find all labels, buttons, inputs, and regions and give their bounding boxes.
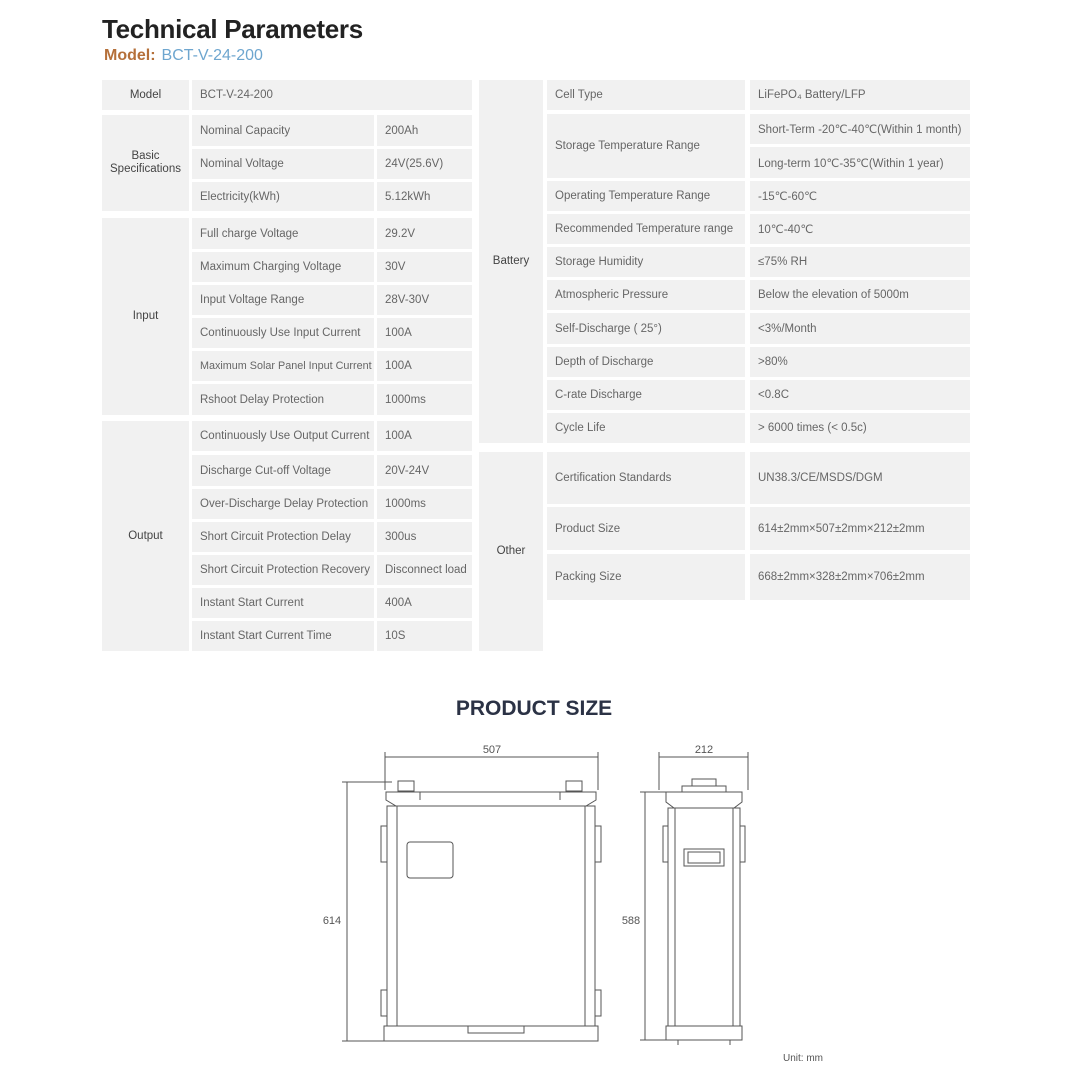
spec-value: 30V [377, 252, 472, 282]
spec-label: Depth of Discharge [547, 347, 745, 377]
spec-value: 24V(25.6V) [377, 149, 472, 179]
group-basic-specifications: Basic Specifications [102, 115, 189, 211]
spec-value: 29.2V [377, 218, 472, 249]
spec-label: Self-Discharge ( 25°) [547, 313, 745, 344]
spec-value: >80% [750, 347, 970, 377]
spec-value: -15℃-60℃ [750, 181, 970, 211]
spec-value: 1000ms [377, 489, 472, 519]
front-view [342, 752, 601, 1041]
spec-value: <3%/Month [750, 313, 970, 344]
spec-label: Cycle Life [547, 413, 745, 443]
spec-value: 10℃-40℃ [750, 214, 970, 244]
spec-value: <0.8C [750, 380, 970, 410]
group-other: Other [479, 452, 543, 651]
spec-label: Nominal Voltage [192, 149, 374, 179]
spec-value: 400A [377, 588, 472, 618]
spec-value: 100A [377, 318, 472, 348]
spec-value: 200Ah [377, 115, 472, 146]
side-height-dimension: 588 [621, 915, 641, 927]
spec-label: Continuously Use Input Current [192, 318, 374, 348]
spec-label: Storage Humidity [547, 247, 745, 277]
side-width-dimension: 212 [694, 744, 714, 756]
spec-label: Instant Start Current Time [192, 621, 374, 651]
spec-value: 28V-30V [377, 285, 472, 315]
spec-value: Long-term 10℃-35℃(Within 1 year) [750, 147, 970, 178]
spec-value: 10S [377, 621, 472, 651]
group-output: Output [102, 421, 189, 651]
spec-value: ≤75% RH [750, 247, 970, 277]
model-label: Model: [104, 47, 156, 64]
spec-value: Short-Term -20℃-40℃(Within 1 month) [750, 114, 970, 144]
front-width-dimension: 507 [482, 744, 502, 756]
spec-label: Full charge Voltage [192, 218, 374, 249]
model-cell-value: BCT-V-24-200 [192, 80, 472, 110]
spec-label: Maximum Charging Voltage [192, 252, 374, 282]
group-battery: Battery [479, 80, 543, 443]
spec-value: Disconnect load [377, 555, 472, 585]
spec-value: 5.12kWh [377, 182, 472, 211]
spec-label: C-rate Discharge [547, 380, 745, 410]
spec-value: 614±2mm×507±2mm×212±2mm [750, 507, 970, 550]
spec-label: Short Circuit Protection Recovery [192, 555, 374, 585]
spec-label: Input Voltage Range [192, 285, 374, 315]
spec-label: Certification Standards [547, 452, 745, 504]
spec-label: Over-Discharge Delay Protection [192, 489, 374, 519]
spec-label: Continuously Use Output Current [192, 421, 374, 451]
spec-label: Storage Temperature Range [547, 114, 745, 178]
model-value: BCT-V-24-200 [161, 47, 263, 64]
spec-label: Electricity(kWh) [192, 182, 374, 211]
spec-label: Maximum Solar Panel Input Current [192, 351, 374, 381]
spec-label: Nominal Capacity [192, 115, 374, 146]
product-size-heading: PRODUCT SIZE [455, 697, 613, 720]
spec-label: Instant Start Current [192, 588, 374, 618]
spec-value: UN38.3/CE/MSDS/DGM [750, 452, 970, 504]
front-height-dimension: 614 [322, 915, 342, 927]
spec-value: 100A [377, 351, 472, 381]
spec-value: 100A [377, 421, 472, 451]
spec-value: LiFePO₄ Battery/LFP [750, 80, 970, 110]
spec-label: Recommended Temperature range [547, 214, 745, 244]
spec-value: 20V-24V [377, 455, 472, 486]
group-model: Model [102, 80, 189, 110]
spec-label: Packing Size [547, 554, 745, 600]
spec-label: Cell Type [547, 80, 745, 110]
spec-label: Discharge Cut-off Voltage [192, 455, 374, 486]
spec-label: Rshoot Delay Protection [192, 384, 374, 415]
spec-label: Product Size [547, 507, 745, 550]
group-input: Input [102, 218, 189, 415]
spec-value: 1000ms [377, 384, 472, 415]
spec-label: Short Circuit Protection Delay [192, 522, 374, 552]
spec-value: > 6000 times (< 0.5c) [750, 413, 970, 443]
side-view [640, 752, 748, 1045]
spec-value: Below the elevation of 5000m [750, 280, 970, 310]
spec-value: 300us [377, 522, 472, 552]
unit-note: Unit: mm [783, 1053, 823, 1064]
page-title: Technical Parameters [102, 14, 363, 44]
spec-label: Atmospheric Pressure [547, 280, 745, 310]
spec-value: 668±2mm×328±2mm×706±2mm [750, 554, 970, 600]
spec-label: Operating Temperature Range [547, 181, 745, 211]
